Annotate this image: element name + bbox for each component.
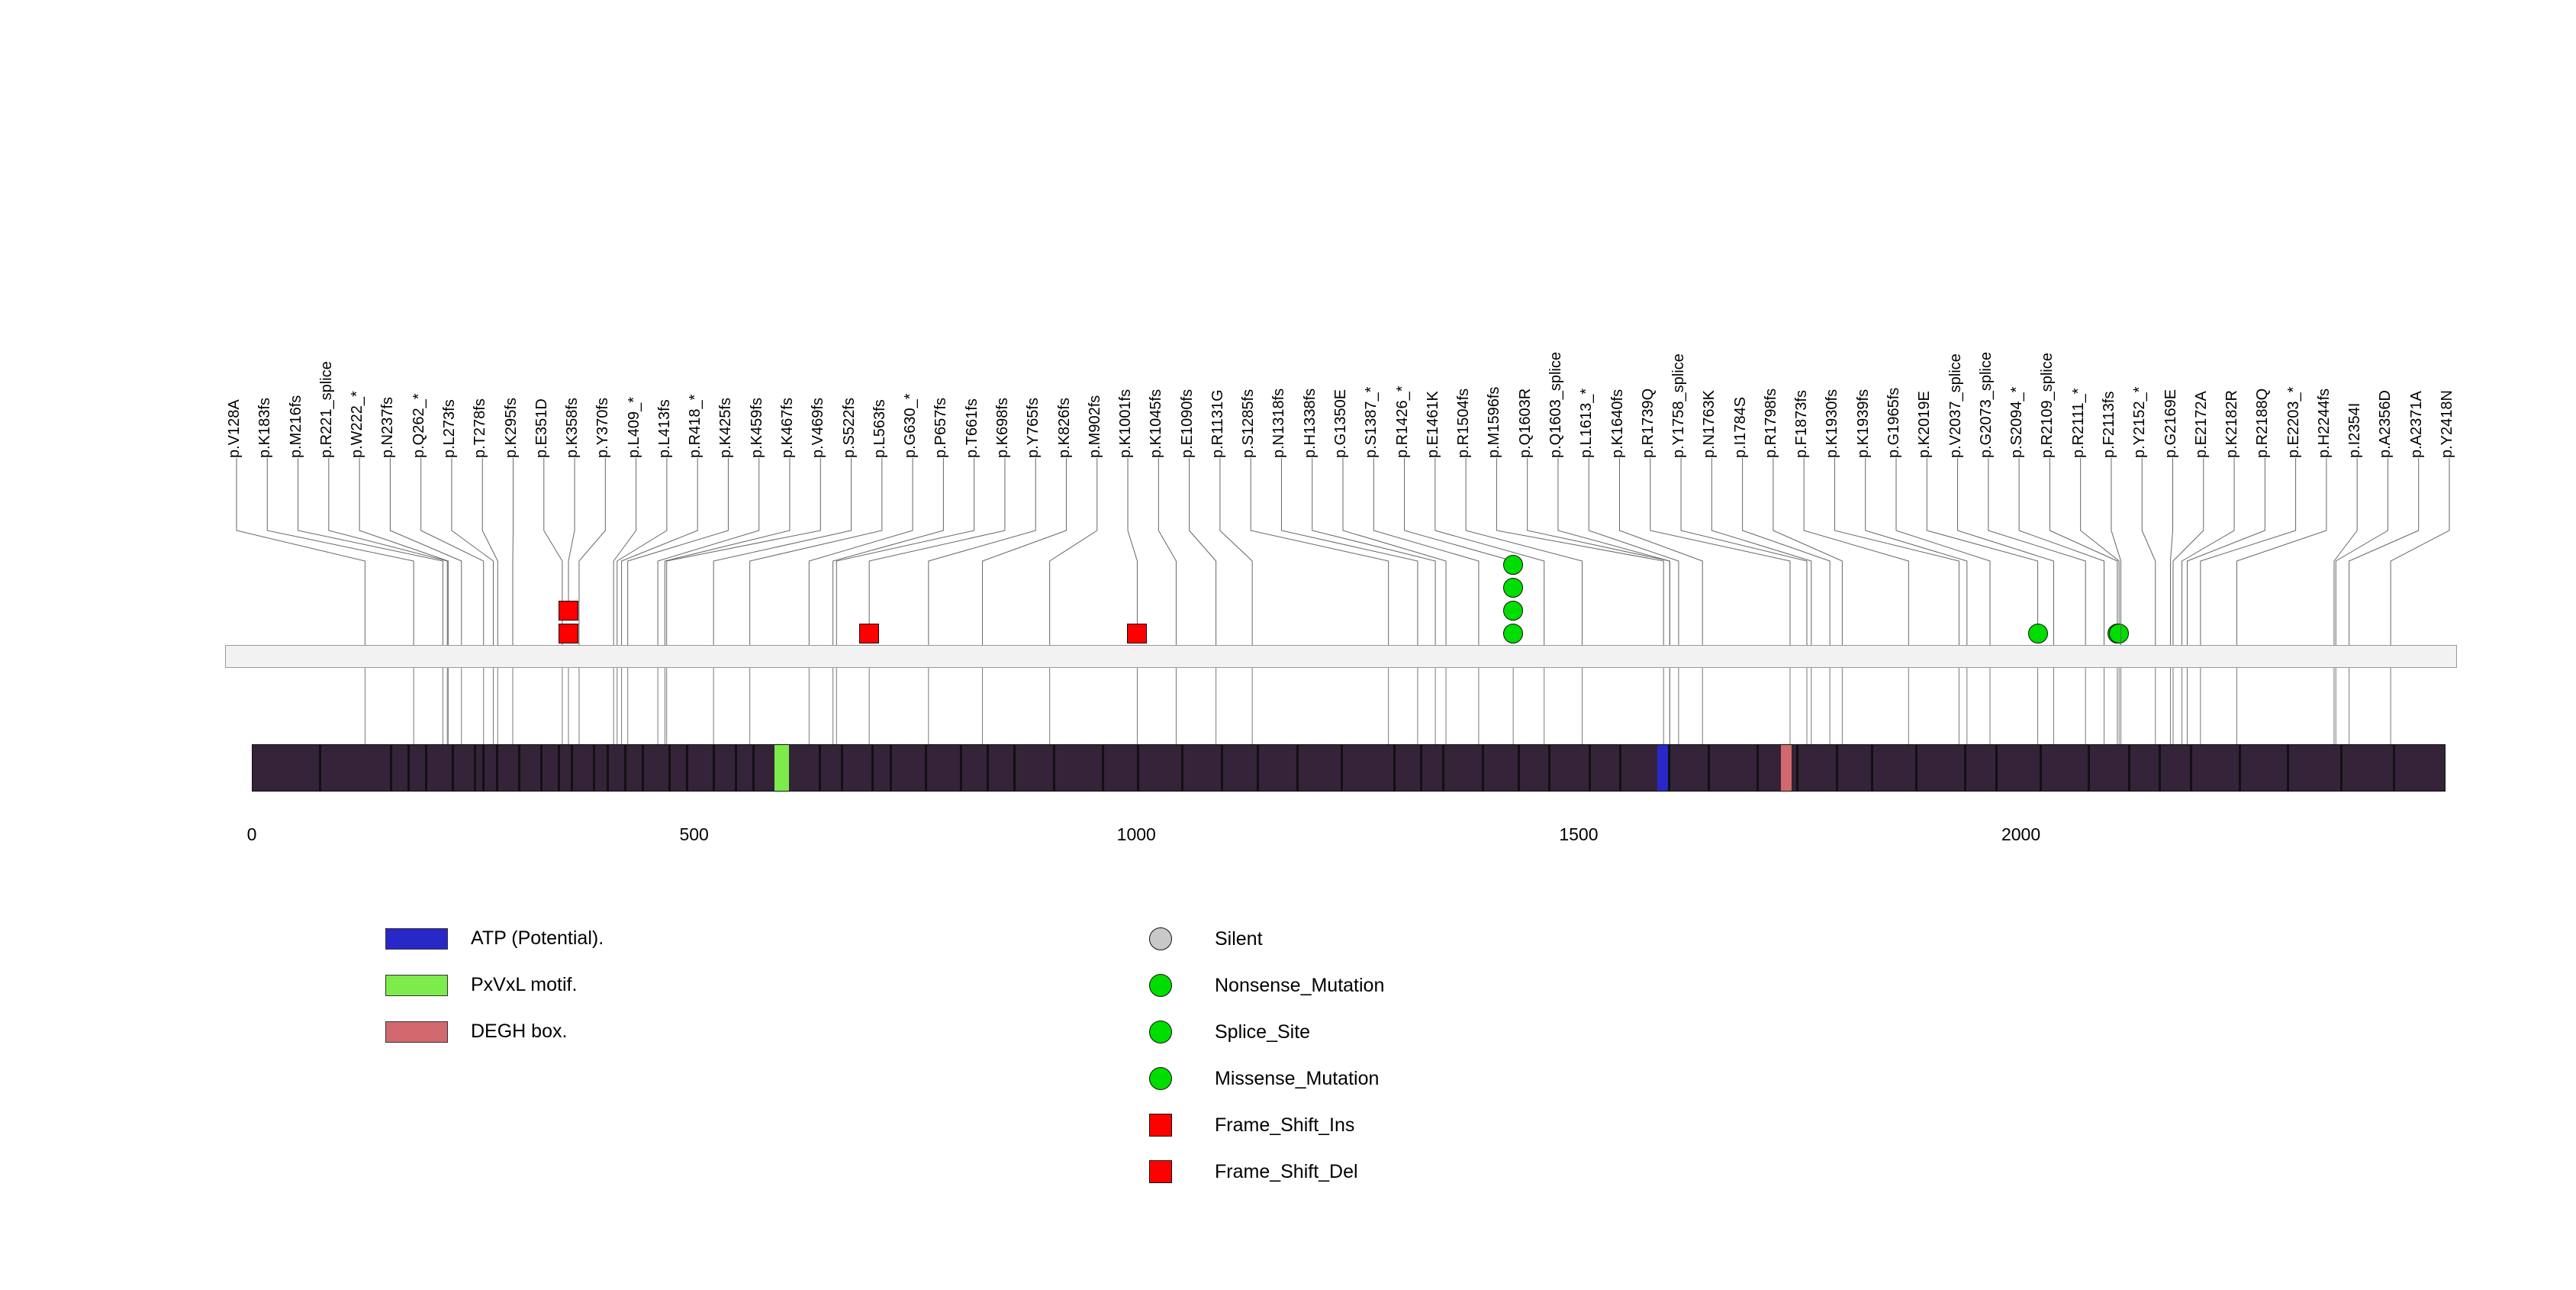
domain-tick xyxy=(1796,745,1798,791)
mutation-label: p.K425fs xyxy=(717,398,735,458)
domain-tick xyxy=(1995,745,1998,791)
legend-label: Missense_Mutation xyxy=(1215,1067,1380,1089)
legend-swatch xyxy=(1129,1067,1192,1090)
domain-tick xyxy=(1393,745,1396,791)
legend-swatch xyxy=(1129,974,1192,997)
mutation-label: p.G2073_splice xyxy=(1977,352,1995,458)
mutation-label: p.K358fs xyxy=(564,398,581,458)
domain-tick xyxy=(1013,745,1016,791)
domain-tick xyxy=(841,745,843,791)
legend-item-domain xyxy=(385,927,604,950)
mutation-label: p.R2109_splice xyxy=(2039,353,2056,458)
domain-tick xyxy=(2159,745,2161,791)
mutation-label: p.L413fs xyxy=(655,399,673,458)
domain-tick xyxy=(1619,745,1621,791)
mutation-label: p.K1939fs xyxy=(1854,389,1872,458)
mutation-label: p.S2094_* xyxy=(2008,386,2026,458)
domain-tick xyxy=(558,745,560,791)
legend-item-mutation xyxy=(1129,974,1384,997)
legend-item-mutation xyxy=(1129,1114,1354,1137)
domain-tick xyxy=(425,745,427,791)
legend-swatch xyxy=(385,928,448,950)
mutation-label: p.K467fs xyxy=(779,398,796,458)
mutation-label: p.K2182R xyxy=(2223,390,2241,458)
domain-tick xyxy=(1964,745,1966,791)
domain-tick xyxy=(2190,745,2192,791)
mutation-label: p.K459fs xyxy=(748,398,765,458)
domain-tick xyxy=(540,745,543,791)
mutation-label: p.R1131G xyxy=(1209,389,1226,458)
mutation-label: p.F1873fs xyxy=(1793,390,1811,458)
mutation-marker[interactable] xyxy=(1127,624,1147,643)
domain-tick xyxy=(1757,745,1759,791)
mutation-label: p.R418_* xyxy=(687,394,704,458)
mutation-label: p.S1387_* xyxy=(1363,386,1380,458)
mutation-label: p.M1596fs xyxy=(1486,386,1503,458)
domain-tick xyxy=(987,745,989,791)
legend-item-mutation xyxy=(1129,927,1263,950)
legend-swatch xyxy=(1129,1114,1192,1137)
legend-swatch xyxy=(1129,927,1192,950)
mutation-label: p.L273fs xyxy=(440,399,458,458)
mutation-marker[interactable] xyxy=(1503,555,1523,575)
mutation-label: p.Q1603_splice xyxy=(1547,352,1564,458)
mutation-label: p.K183fs xyxy=(256,398,274,458)
domain-bar xyxy=(252,744,2446,792)
domain-tick xyxy=(407,745,410,791)
domain-tick xyxy=(713,745,715,791)
axis-tick-label: 0 xyxy=(246,824,257,844)
legend-swatch xyxy=(385,1021,448,1043)
domain-tick xyxy=(1482,745,1484,791)
mutation-label: p.Q1603R xyxy=(1516,388,1534,458)
domain-tick xyxy=(1257,745,1259,791)
mutation-label: p.P657fs xyxy=(932,398,950,458)
domain-tick xyxy=(2239,745,2241,791)
mutation-label: p.V2037_splice xyxy=(1946,353,1964,458)
mutation-marker[interactable] xyxy=(2028,624,2048,643)
domain-tick xyxy=(2393,745,2395,791)
mutation-label: p.R221_splice xyxy=(317,361,335,458)
domain-tick xyxy=(474,745,476,791)
mutation-label: p.S1285fs xyxy=(1240,389,1257,458)
legend-swatch xyxy=(1129,1021,1192,1043)
mutation-label: p.K1001fs xyxy=(1117,389,1135,458)
domain-tick xyxy=(452,745,454,791)
mutation-label: p.R2188Q xyxy=(2254,388,2272,458)
legend-circle-marker xyxy=(1149,1021,1172,1043)
mutation-marker[interactable] xyxy=(1503,578,1523,598)
mutation-label: p.L1613_* xyxy=(1578,388,1596,458)
mutation-marker[interactable] xyxy=(1503,624,1523,643)
x-axis xyxy=(0,794,2576,844)
domain-tick xyxy=(1442,745,1444,791)
legend-item-mutation xyxy=(1129,1021,1310,1043)
legend-swatch xyxy=(1129,1160,1192,1183)
mutation-label: p.L563fs xyxy=(871,399,888,458)
domain-tick xyxy=(819,745,821,791)
mutation-label: p.Y1758_splice xyxy=(1670,353,1688,458)
mutation-label: p.Y2418N xyxy=(2439,390,2455,458)
mutation-label: p.G2169E xyxy=(2162,389,2179,458)
domain-tick xyxy=(319,745,321,791)
domain-tick xyxy=(2287,745,2289,791)
legend-square-marker xyxy=(1149,1114,1172,1137)
mutation-label: p.R1426_* xyxy=(1393,385,1411,458)
axis-tick-label: 1000 xyxy=(1116,824,1156,844)
domain-region[interactable] xyxy=(1657,745,1668,791)
mutation-label: p.Q262_* xyxy=(410,393,427,458)
domain-tick xyxy=(2340,745,2343,791)
mutation-label: p.Y765fs xyxy=(1025,398,1042,458)
mutation-label: p.K1045fs xyxy=(1148,389,1165,458)
legend-circle-marker xyxy=(1149,1067,1172,1090)
mutation-label: p.K1930fs xyxy=(1824,389,1841,458)
legend-label: Frame_Shift_Del xyxy=(1215,1160,1358,1182)
mutation-label: p.R1798fs xyxy=(1762,388,1779,458)
legend-label: Silent xyxy=(1215,927,1263,950)
axis-tick-label: 2000 xyxy=(2001,824,2041,844)
domain-tick xyxy=(752,745,755,791)
mutation-label: p.N1318fs xyxy=(1270,388,1288,458)
domain-tick xyxy=(624,745,626,791)
mutation-label: p.M902fs xyxy=(1086,395,1103,458)
domain-tick xyxy=(1589,745,1591,791)
mutation-label: p.L409_* xyxy=(625,396,642,458)
domain-tick xyxy=(1053,745,1055,791)
legend-label: PxVxL motif. xyxy=(471,974,578,995)
mutation-marker[interactable] xyxy=(2109,624,2129,643)
mutation-label: p.E2203_* xyxy=(2285,386,2302,458)
mutation-label: p.I2354I xyxy=(2346,402,2364,458)
mutation-label: p.H2244fs xyxy=(2315,388,2333,458)
axis-tick-label: 500 xyxy=(679,824,709,844)
domain-tick xyxy=(686,745,688,791)
domain-tick xyxy=(1836,745,1838,791)
mutation-label: p.K1640fs xyxy=(1608,389,1626,458)
mutation-label: p.K2019E xyxy=(1916,391,1934,458)
mutation-label: p.W222_* xyxy=(349,391,366,458)
mutation-label: p.I1784S xyxy=(1731,396,1749,458)
mutation-label: p.M216fs xyxy=(287,395,304,458)
domain-region[interactable] xyxy=(1781,745,1792,791)
mutation-label: p.E2172A xyxy=(2192,391,2210,458)
mutation-marker[interactable] xyxy=(559,624,578,643)
domain-tick xyxy=(1102,745,1104,791)
legend-item-mutation xyxy=(1129,1160,1358,1183)
mutation-label: p.V128A xyxy=(226,399,243,458)
legend-label: ATP (Potential). xyxy=(471,927,604,949)
mutation-label: p.G1350E xyxy=(1332,389,1349,458)
mutation-marker[interactable] xyxy=(859,624,879,643)
mutation-label: p.H1338fs xyxy=(1301,388,1319,458)
domain-tick xyxy=(735,745,737,791)
mutation-label: p.Y370fs xyxy=(594,398,612,458)
legend-label: DEGH box. xyxy=(471,1021,568,1042)
legend-label: Splice_Site xyxy=(1215,1021,1311,1043)
domain-tick xyxy=(518,745,520,791)
mutation-label: p.G1965fs xyxy=(1885,387,1902,458)
domain-tick xyxy=(2128,745,2130,791)
domain-tick xyxy=(871,745,874,791)
mutation-label: p.A2356D xyxy=(2377,390,2394,458)
mutation-label: p.K826fs xyxy=(1055,398,1073,458)
legend-square-marker xyxy=(1149,1160,1172,1183)
mutation-label: p.K295fs xyxy=(502,398,520,458)
domain-tick xyxy=(925,745,927,791)
domain-tick xyxy=(390,745,392,791)
domain-tick xyxy=(1518,745,1520,791)
domain-tick xyxy=(2088,745,2090,791)
domain-tick xyxy=(1221,745,1223,791)
domain-tick xyxy=(1181,745,1183,791)
mutation-marker[interactable] xyxy=(1503,601,1523,621)
protein-backbone xyxy=(225,645,2457,668)
domain-tick xyxy=(496,745,498,791)
mutation-label: p.Y2152_* xyxy=(2131,386,2149,458)
domain-tick xyxy=(2040,745,2042,791)
legend-label: Frame_Shift_Ins xyxy=(1215,1114,1355,1136)
legend-item-domain xyxy=(385,974,577,996)
mutation-marker[interactable] xyxy=(559,601,578,621)
mutation-label: p.N1763K xyxy=(1701,390,1718,458)
mutation-label: p.R1739Q xyxy=(1639,388,1657,458)
mutation-label: p.F2113fs xyxy=(2100,391,2117,458)
mutation-label: p.K698fs xyxy=(993,398,1011,458)
mutation-label: p.R1504fs xyxy=(1455,388,1473,458)
mutation-label: p.N237fs xyxy=(379,396,397,458)
domain-tick xyxy=(571,745,573,791)
legend-circle-marker xyxy=(1149,974,1172,997)
mutation-label: p.E351D xyxy=(533,398,550,458)
axis-tick-label: 1500 xyxy=(1559,824,1599,844)
legend-swatch xyxy=(385,975,448,996)
domain-tick xyxy=(1420,745,1422,791)
domain-tick xyxy=(1915,745,1918,791)
mutation-label: p.T661fs xyxy=(963,398,980,458)
mutation-label: p.E1461K xyxy=(1424,391,1441,458)
legend-item-domain xyxy=(385,1021,567,1043)
domain-tick xyxy=(890,745,892,791)
mutation-label: p.A2371A xyxy=(2407,391,2425,458)
domain-tick xyxy=(642,745,644,791)
domain-tick xyxy=(1341,745,1343,791)
domain-region[interactable] xyxy=(774,745,789,791)
domain-tick xyxy=(1668,745,1670,791)
domain-tick xyxy=(668,745,671,791)
legend-circle-marker xyxy=(1149,927,1172,950)
domain-tick xyxy=(960,745,962,791)
mutation-label: p.V469fs xyxy=(810,398,827,458)
mutation-label: p.G630_* xyxy=(902,393,919,458)
mutation-label: p.S522fs xyxy=(840,398,858,458)
mutation-label: p.T278fs xyxy=(472,398,489,458)
mutation-label: p.R2111_* xyxy=(2069,388,2087,458)
legend-item-mutation xyxy=(1129,1067,1379,1090)
mutation-label: p.E1090fs xyxy=(1178,389,1196,458)
domain-tick xyxy=(1548,745,1550,791)
domain-tick xyxy=(1871,745,1873,791)
domain-tick xyxy=(482,745,485,791)
domain-tick xyxy=(1296,745,1299,791)
legend-label: Nonsense_Mutation xyxy=(1215,974,1385,996)
domain-tick xyxy=(593,745,595,791)
domain-tick xyxy=(1137,745,1139,791)
domain-tick xyxy=(1708,745,1710,791)
domain-tick xyxy=(607,745,609,791)
